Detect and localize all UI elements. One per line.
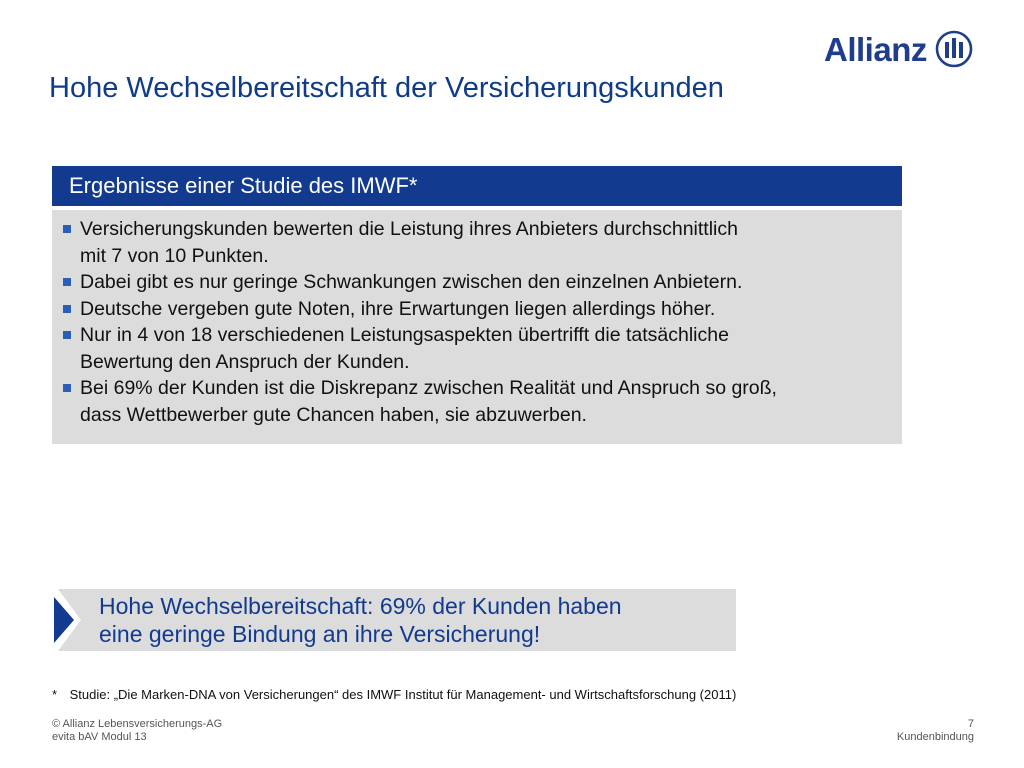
finding-line: Bewertung den Anspruch der Kunden. xyxy=(80,350,410,373)
square-bullet-icon xyxy=(63,384,71,392)
square-bullet-icon xyxy=(63,305,71,313)
conclusion-text: Hohe Wechselbereitschaft: 69% der Kunden haben eine geringe Bindung an ihre Versicherung! xyxy=(99,593,622,647)
footer-module: evita bAV Modul 13 xyxy=(52,731,147,743)
square-bullet-icon xyxy=(63,331,71,339)
footer-section: Kundenbindung xyxy=(896,731,974,743)
finding-line: dass Wettbewerber gute Chancen haben, sie abzuwerben. xyxy=(80,403,587,426)
footnote-text: Studie: „Die Marken-DNA von Versicherungen“ des IMWF Institut für Management- und Wirtschaftsforschung (2011) xyxy=(69,687,737,702)
finding-item xyxy=(80,296,902,323)
finding-item xyxy=(80,322,902,375)
footnote xyxy=(52,687,736,702)
square-bullet-icon xyxy=(63,225,71,233)
finding-item xyxy=(80,375,902,428)
finding-line: Dabei gibt es nur geringe Schwankungen zwischen den einzelnen Anbietern. xyxy=(80,271,743,293)
footer-copyright: © Allianz Lebensversicherungs-AG xyxy=(52,718,223,730)
allianz-pillars-icon xyxy=(935,30,973,68)
finding-line: mit 7 von 10 Punkten. xyxy=(80,244,269,267)
finding-line: Deutsche vergeben gute Noten, ihre Erwartungen liegen allerdings höher. xyxy=(80,297,716,320)
finding-item xyxy=(80,269,902,296)
findings-list xyxy=(52,210,902,428)
page-title: Hohe Wechselbereitschaft der Versicherungskunden xyxy=(49,72,724,104)
square-bullet-icon xyxy=(63,278,71,286)
study-header: Ergebnisse einer Studie des IMWF* xyxy=(52,166,902,206)
footer-left xyxy=(52,718,222,744)
finding-line: Nur in 4 von 18 verschiedenen Leistungsaspekten übertrifft die tatsächliche xyxy=(80,324,729,346)
finding-line: Bei 69% der Kunden ist die Diskrepanz zwischen Realität und Anspruch so groß, xyxy=(80,377,777,399)
chevron-right-icon xyxy=(50,589,82,651)
study-findings-panel xyxy=(52,210,902,444)
conclusion-box xyxy=(50,589,736,651)
footnote-marker: * xyxy=(52,687,58,702)
finding-line: Versicherungskunden bewerten die Leistung ihres Anbieters durchschnittlich xyxy=(80,218,738,240)
finding-item xyxy=(80,216,902,269)
logo-text: Allianz xyxy=(824,30,927,68)
allianz-logo xyxy=(824,28,973,70)
page-number: 7 xyxy=(967,718,974,730)
footer-right xyxy=(897,718,974,744)
